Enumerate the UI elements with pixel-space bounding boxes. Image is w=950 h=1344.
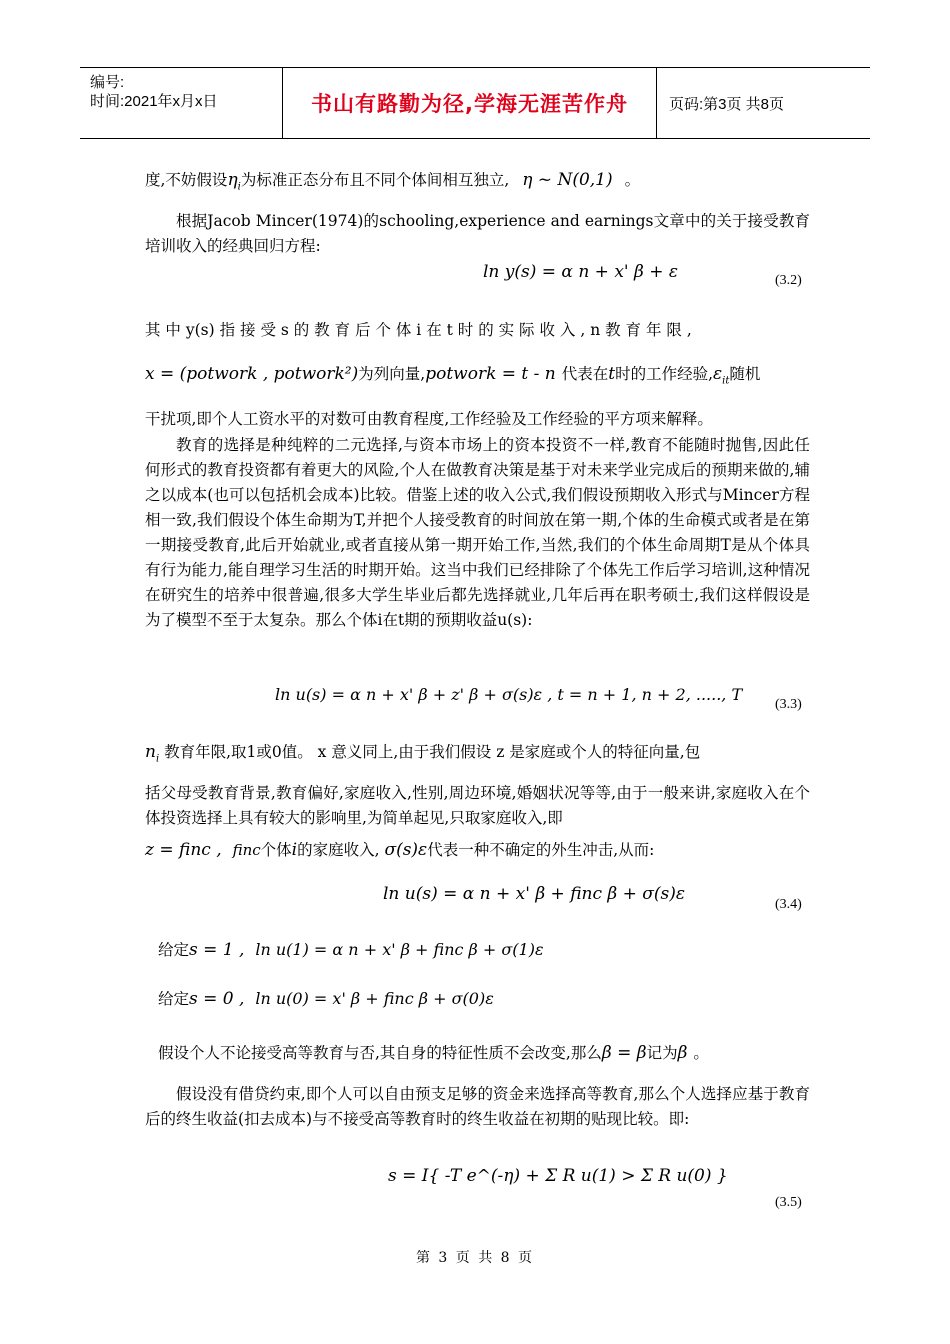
code-label: 编号:: [90, 74, 125, 91]
equation-s0: ln u(0) = x' β + finc β + σ(0)ε: [255, 989, 494, 1008]
text-run: 记为: [646, 1044, 678, 1062]
equation-s1: ln u(1) = α n + x' β + finc β + σ(1)ε: [255, 940, 544, 959]
equation-3-2: ln y(s) = α n + x' β + ε: [483, 262, 678, 282]
text-run: 给定: [158, 941, 190, 959]
epsilon-symbol: $\varepsilon_{it}$: [713, 364, 730, 387]
body-line-4: [145, 362, 760, 386]
eq-eta-normal: η ~ N(0,1): [522, 170, 613, 190]
equation-number-3-4: (3.4): [775, 897, 802, 912]
equation-number-3-2: (3.2): [775, 273, 802, 288]
paragraph-education-choice: 教育的选择是种纯粹的二元选择,与资本市场上的资本投资不一样,教育不能随时抛售,因此任何形式的教育投资都有着更大的风险,个人在做教育决策是基于对未来学业完成后的预期来做的,辅之以成本(也可以包括机会成本)比较。借鉴上述的收入公式,我们假设预期收入形式与Mincer方程相一致,我们假设个体生命期为T,并把个人接受教育的时间放在第一期,个体的生命模式或者是在第一期接受教育,此后开始就业,或者直接从第一期开始工作,当然,我们的个体生命周期T是从个体具有行为能力,能自理学习生活的时期开始。这当中我们已经排除了个体先工作后学习培训,这种情况在研究生的培养中很普遍,很多大学生毕业后都先选择就业,几年后再在职考硕士,我们这样假设是为了模型不至于太复杂。那么个体i在t期的预期收益u(s):: [145, 436, 810, 629]
text-run: 为列向量,: [358, 365, 426, 383]
text-run: 时的工作经验,: [615, 365, 714, 383]
text-run: 个体: [260, 841, 292, 859]
given-s0-line: [158, 987, 494, 1009]
text-run: 。: [624, 171, 641, 189]
text-run: 给定: [158, 990, 190, 1008]
text-run: 。: [693, 1044, 709, 1062]
page-info: 页码:第3页 共8页: [669, 95, 785, 113]
t-symbol: t: [608, 364, 616, 384]
beta2-symbol: β: [677, 1043, 688, 1063]
finc-symbol: finc: [232, 841, 261, 859]
page-footer: 第 3 页 共 8 页: [415, 1250, 535, 1266]
eq-beta-equal: β = β: [601, 1043, 647, 1063]
paragraph-mincer: 根据Jacob Mincer(1974)的schooling,experience and earnings文章中的关于接受教育培训收入的经典回归方程:: [145, 212, 810, 255]
paragraph-no-borrowing: 假设没有借贷约束,即个人可以自由预支足够的资金来选择高等教育,那么个人选择应基于教育后的终生收益(扣去成本)与不接受高等教育时的终生收益在初期的贴现比较。即:: [145, 1085, 810, 1128]
equation-number-3-5: (3.5): [775, 1195, 802, 1210]
equation-3-3: ln u(s) = α n + x' β + z' β + σ(s)ε , t = n + 1, n + 2, ....., T: [275, 685, 743, 704]
n-symbol: $n_i$: [145, 742, 160, 765]
text-run: 代表一种不确定的外生冲击,从而:: [427, 841, 655, 859]
body-line-3: 其 中 y(s) 指 接 受 s 的 教 育 后 个 体 i 在 t 时 的 实 际 收 入 , n 教 育 年 限 ,: [145, 321, 692, 339]
body-line-1: [145, 168, 640, 192]
motto: 书山有路勤为径,学海无涯苦作舟: [311, 92, 628, 116]
given-s1-line: [158, 938, 544, 960]
paragraph-family-income: 括父母受教育背景,教育偏好,家庭收入,性别,周边环境,婚姻状况等等,由于一般来讲,家庭收入在个体投资选择上具有较大的影响里,为简单起见,只取家庭收入,即: [145, 784, 810, 827]
eta-symbol: $\eta_i$: [227, 170, 241, 193]
eq-potwork: potwork = t - n: [425, 364, 556, 384]
equation-3-5: s = I{ -T e^(-η) + Σ R u(1) > Σ R u(0) }: [388, 1166, 728, 1186]
date-label: 时间:2021年x月x日: [90, 93, 218, 110]
body-line-7: [145, 740, 700, 764]
body-line-10: [158, 1041, 709, 1063]
header-middle-cell: [282, 68, 657, 138]
i-symbol: i: [291, 840, 298, 860]
body-line-5: 干扰项,即个人工资水平的对数可由教育程度,工作经验及工作经验的平方项来解释。: [145, 410, 713, 428]
body-line-9: [145, 838, 654, 860]
text-run: 假设个人不论接受高等教育与否,其自身的特征性质不会改变,那么: [158, 1044, 602, 1062]
eq-x-vector: x = (potwork , potwork²): [145, 364, 359, 384]
equation-3-4: ln u(s) = α n + x' β + finc β + σ(s)ε: [383, 884, 686, 904]
text-run: 为标准正态分布且不同个体间相互独立,: [240, 171, 510, 189]
condition-s1: s = 1 ,: [189, 940, 245, 960]
header-right-cell: [657, 68, 870, 138]
text-run: 代表在: [561, 365, 609, 383]
text-run: 度,不妨假设: [145, 171, 228, 189]
header-left-cell: [80, 68, 282, 138]
eq-z-finc: z = finc ,: [145, 840, 222, 860]
equation-number-3-3: (3.3): [775, 697, 802, 712]
document-header: [80, 67, 870, 139]
text-run: 教育年限,取1或0值。 x 意义同上,由于我们假设 z 是家庭或个人的特征向量,包: [164, 743, 701, 761]
shock-symbol: σ(s)ε: [384, 840, 428, 860]
condition-s0: s = 0 ,: [189, 989, 245, 1009]
text-run: 的家庭收入,: [297, 841, 380, 859]
text-run: 随机: [729, 365, 761, 383]
